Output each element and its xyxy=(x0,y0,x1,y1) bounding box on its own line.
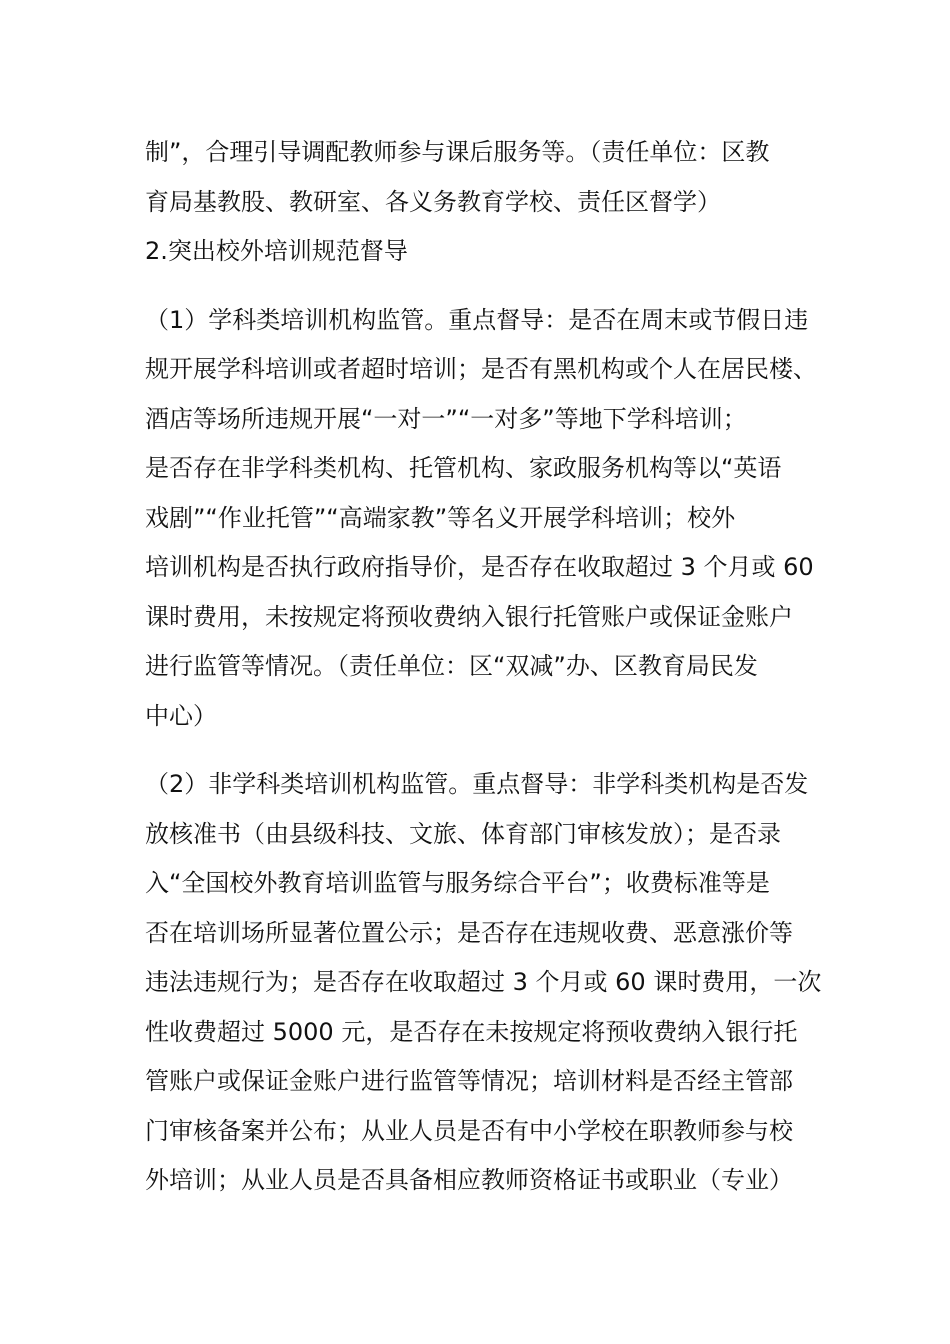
text-line: 门审核备案并公布；从业人员是否有中小学校在职教师参与校 xyxy=(145,1116,793,1145)
text-line: 性收费超过 5000 元，是否存在未按规定将预收费纳入银行托 xyxy=(145,1017,798,1046)
paragraph-subject-training xyxy=(145,296,815,742)
paragraph-continuation xyxy=(145,128,815,227)
text-line: 否在培训场所显著位置公示；是否存在违规收费、恶意涨价等 xyxy=(145,918,793,947)
section-heading: 2.突出校外培训规范督导 xyxy=(145,237,408,265)
paragraph-non-subject-training xyxy=(145,760,822,1206)
paragraph-gap xyxy=(145,741,815,760)
text-line: 是否存在非学科类机构、托管机构、家政服务机构等以“英语 xyxy=(145,454,782,482)
text-line: 戏剧”“作业托管”“高端家教”等名义开展学科培训；校外 xyxy=(145,503,736,532)
text-line: 进行监管等情况。（责任单位：区“双减”办、区教育局民发 xyxy=(145,652,758,680)
text-line: 规开展学科培训或者超时培训；是否有黑机构或个人在居民楼、 xyxy=(145,355,817,383)
text-line: （1）学科类培训机构监管。重点督导：是否在周末或节假日违 xyxy=(145,305,809,334)
text-line: 酒店等场所违规开展“一对一”“一对多”等地下学科培训； xyxy=(145,404,747,433)
text-line: 管账户或保证金账户进行监管等情况；培训材料是否经主管部 xyxy=(145,1067,793,1095)
paragraph-gap xyxy=(145,277,815,296)
text-line: 育局基教股、教研室、各义务教育学校、责任区督学） xyxy=(145,187,721,216)
text-line: 外培训；从业人员是否具备相应教师资格证书或职业（专业） xyxy=(145,1166,793,1194)
text-line: 放核准书（由县级科技、文旅、体育部门审核发放）；是否录 xyxy=(145,819,781,848)
document-body xyxy=(145,128,822,1206)
text-line: 课时费用，未按规定将预收费纳入银行托管账户或保证金账户 xyxy=(145,602,793,631)
text-line: 违法违规行为；是否存在收取超过 3 个月或 60 课时费用，一次 xyxy=(145,968,822,996)
text-line: 制”，合理引导调配教师参与课后服务等。（责任单位：区教 xyxy=(145,138,770,166)
text-line: （2）非学科类培训机构监管。重点督导：非学科类机构是否发 xyxy=(145,770,809,798)
text-line: 入“全国校外教育培训监管与服务综合平台”；收费标准等是 xyxy=(145,869,770,897)
text-line: 中心） xyxy=(145,701,217,730)
text-line: 培训机构是否执行政府指导价，是否存在收取超过 3 个月或 60 xyxy=(145,553,814,581)
